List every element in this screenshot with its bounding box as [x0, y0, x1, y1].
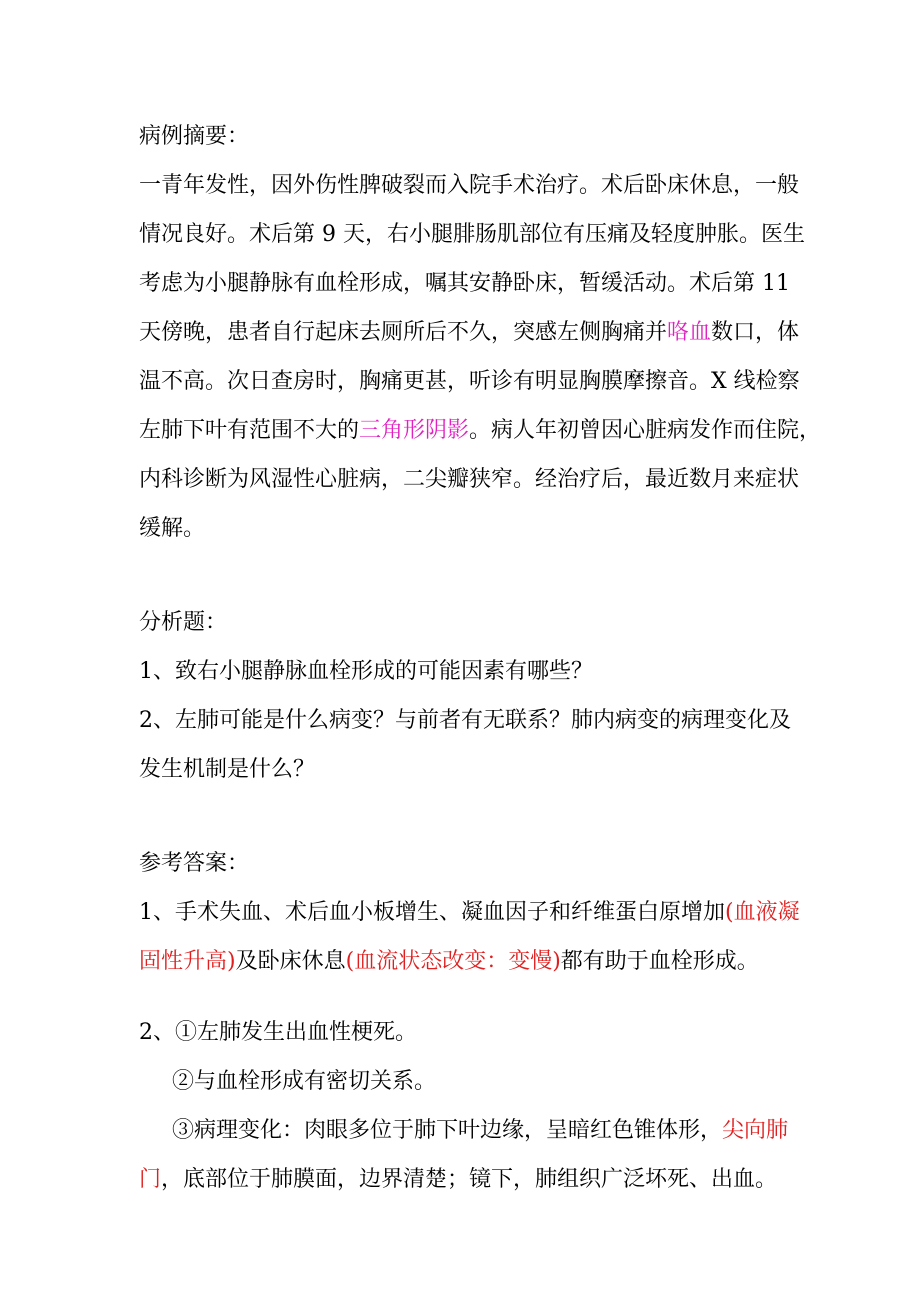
summary-line-5 — [139, 357, 840, 406]
summary-text: 。病人年初曾因心脏病发作而住院， — [469, 418, 822, 443]
summary-line-3 — [139, 259, 840, 308]
answer-text: 都有助于血栓形成。 — [560, 949, 759, 974]
highlight-hemoptysis: 咯血 — [667, 320, 712, 345]
answer-text: 及卧床休息 — [235, 949, 346, 974]
answer-text: 1、手术失血、术后血小板增生、凝血因子和纤维蛋白原增加 — [139, 900, 725, 925]
question-2-line-1: 2、左肺可能是什么病变？与前者有无联系？肺内病变的病理变化及 — [139, 708, 791, 733]
questions-heading: 分析题： — [139, 610, 228, 635]
spacer — [139, 986, 840, 1008]
answer-text: ，底部位于肺膜面，边界清楚；镜下，肺组织广泛坏死、出血。 — [161, 1167, 778, 1192]
highlight-apex: 尖向肺 — [722, 1118, 789, 1143]
answer-2-line-4 — [139, 1155, 840, 1204]
answer-1-line-1 — [139, 888, 840, 937]
summary-text: 考虑为小腿静脉有血栓形成，嘱其安静卧床，暂缓活动。术后第 11 — [139, 271, 790, 296]
summary-text: 左肺下叶有范围不大的 — [139, 418, 360, 443]
question-2-line-2: 发生机制是什么？ — [139, 757, 316, 782]
highlight-triangle-shadow: 三角形阴影 — [359, 418, 470, 443]
summary-line-2 — [139, 210, 840, 259]
summary-text: 一青年发性，因外伤性脾破裂而入院手术治疗。术后卧床休息，一般 — [139, 173, 800, 198]
summary-line-8 — [139, 504, 840, 553]
highlight-coagulability: (血液凝 — [725, 900, 800, 925]
answer-1-line-2 — [139, 937, 840, 986]
summary-line-1 — [139, 161, 840, 210]
summary-text: 内科诊断为风湿性心脏病，二尖瓣狭窄。经治疗后，最近数月来症状 — [139, 467, 800, 492]
summary-heading: 病例摘要： — [139, 124, 250, 149]
spacer — [139, 794, 840, 839]
summary-text: 缓解。 — [139, 516, 206, 541]
summary-text: 数口，体 — [711, 320, 800, 345]
answer-2-line-2: ②与血栓形成有密切关系。 — [172, 1069, 437, 1094]
answer-text: ③病理变化：肉眼多位于肺下叶边缘，呈暗红色锥体形， — [172, 1118, 723, 1143]
answer-2-line-3 — [139, 1106, 840, 1155]
highlight-apex: 门 — [139, 1167, 162, 1192]
answers-heading: 参考答案： — [139, 851, 250, 876]
summary-text: 温不高。次日查房时，胸痛更甚，听诊有明显胸膜摩擦音。X 线检察 — [139, 369, 800, 394]
spacer — [139, 553, 840, 598]
summary-line-4 — [139, 308, 840, 357]
answer-2-line-1: 2、①左肺发生出血性梗死。 — [139, 1020, 417, 1045]
highlight-blood-flow: (血流状态改变：变慢) — [345, 949, 561, 974]
highlight-coagulability: 固性升高) — [139, 949, 236, 974]
summary-line-6 — [139, 406, 840, 455]
summary-text: 情况良好。术后第 9 天，右小腿腓肠肌部位有压痛及轻度肿胀。医生 — [139, 222, 805, 247]
question-1: 1、致右小腿静脉血栓形成的可能因素有哪些？ — [139, 659, 593, 684]
summary-text: 天傍晚，患者自行起床去厕所后不久，突感左侧胸痛并 — [139, 320, 668, 345]
summary-line-7 — [139, 455, 840, 504]
